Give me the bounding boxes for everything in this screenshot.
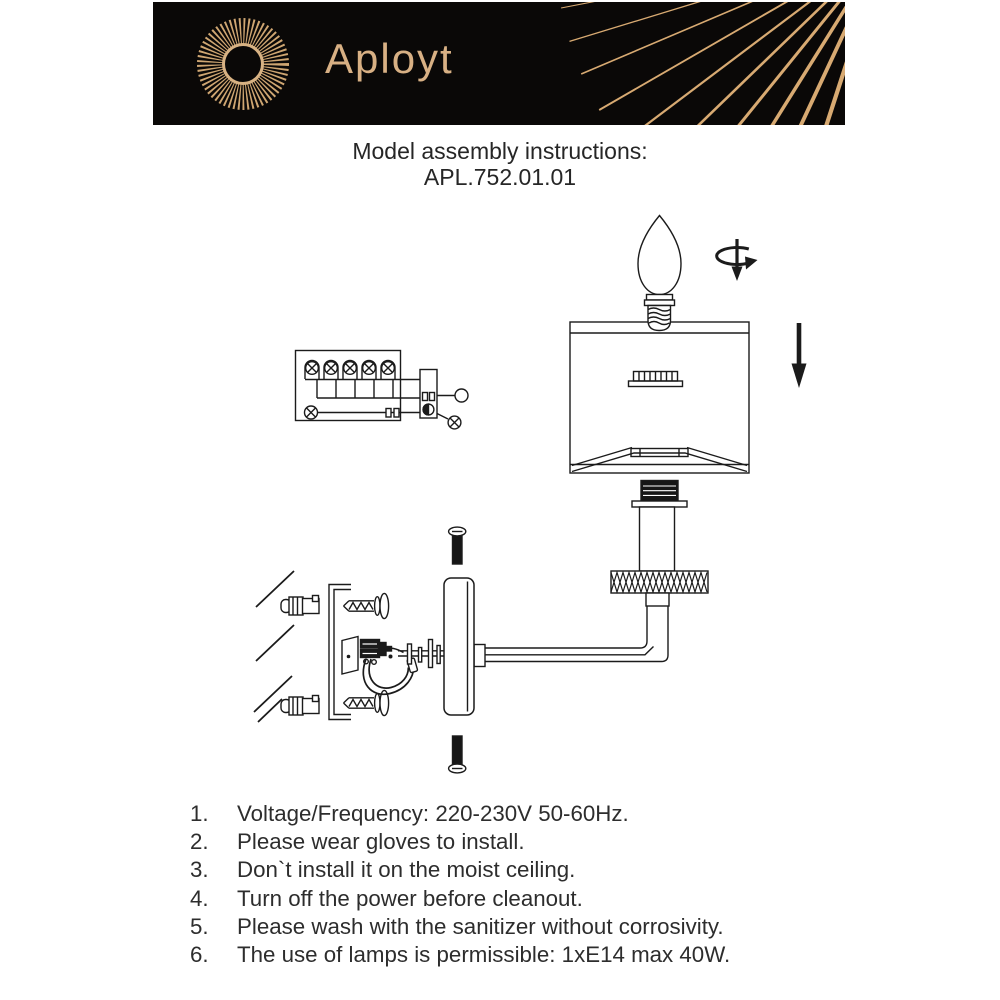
decorative-ring-icon	[611, 571, 708, 593]
list-item	[190, 941, 850, 969]
item-text: Voltage/Frequency: 220-230V 50-60Hz.	[237, 801, 629, 826]
model-number: APL.752.01.01	[423, 164, 577, 190]
mounting-screw-top-icon	[449, 527, 466, 564]
wall-anchor-bottom-icon	[281, 696, 319, 716]
instructions-list	[190, 800, 850, 969]
item-text: The use of lamps is permissible: 1xE14 max 40W.	[237, 942, 731, 968]
lampshade-icon	[570, 322, 749, 473]
item-number: 5.	[190, 913, 209, 939]
item-number: 3.	[190, 857, 209, 883]
wall-anchor-top-icon	[281, 596, 319, 616]
item-number: 1.	[190, 801, 209, 826]
junction-plate-icon	[342, 637, 358, 675]
down-arrow-icon	[792, 323, 807, 388]
mounting-screw-bottom-icon	[449, 736, 466, 773]
list-item	[190, 856, 850, 884]
threaded-stud-icon	[398, 640, 444, 668]
item-text: Please wash with the sanitizer without corrosivity.	[237, 913, 724, 939]
brand-wordmark: Aployt	[325, 35, 454, 82]
item-text: Turn off the power before cleanout.	[237, 885, 583, 911]
wall-screw-top-icon	[344, 593, 389, 618]
lamp-socket-icon	[632, 481, 687, 572]
list-item	[190, 828, 850, 856]
list-item	[190, 800, 850, 828]
item-number: 2.	[190, 829, 209, 855]
item-number: 4.	[190, 885, 209, 911]
item-text: Don`t install it on the moist ceiling.	[237, 857, 576, 883]
wall-arm-icon	[474, 593, 669, 667]
wall-plate-icon	[444, 578, 474, 715]
rotate-icon	[717, 239, 758, 281]
page-title: Model assembly instructions:	[352, 138, 648, 164]
list-item	[190, 913, 850, 941]
candle-bulb-icon	[638, 216, 681, 331]
item-number: 6.	[190, 942, 209, 968]
wiring-schematic-icon	[296, 351, 469, 429]
item-text: Please wear gloves to install.	[237, 829, 525, 855]
list-item	[190, 885, 850, 913]
